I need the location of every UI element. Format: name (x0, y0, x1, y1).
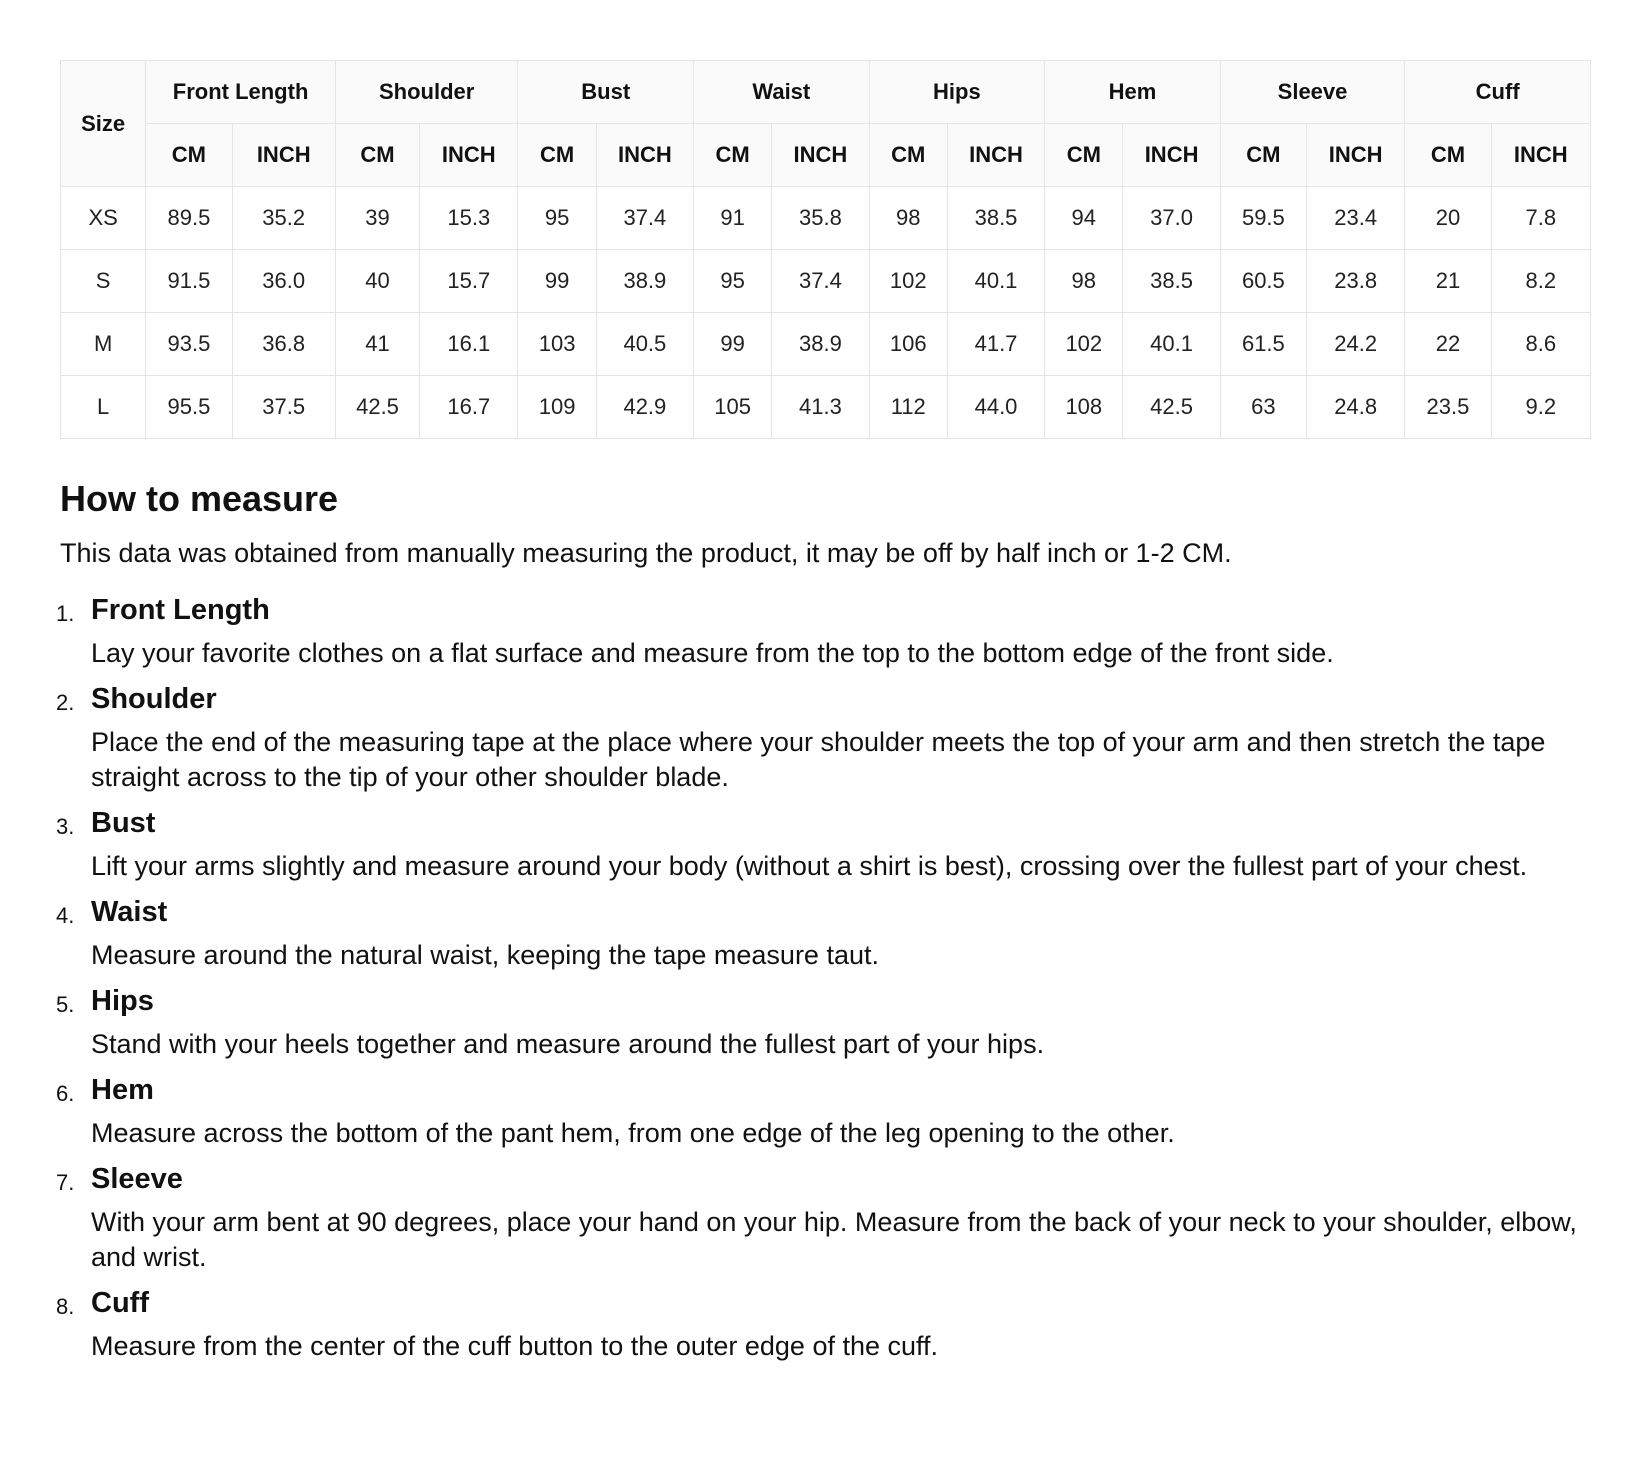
table-unit-header-row (61, 124, 1591, 187)
list-item (56, 894, 1605, 973)
unit-header-cm: CM (1405, 124, 1491, 187)
table-cell: 23.4 (1307, 187, 1405, 250)
table-cell: 9.2 (1491, 376, 1590, 439)
table-cell: 94 (1045, 187, 1123, 250)
unit-header-cm: CM (518, 124, 596, 187)
group-header-hem: Hem (1045, 61, 1221, 124)
list-item (56, 805, 1605, 884)
table-cell: 44.0 (947, 376, 1044, 439)
measurement-disclaimer: This data was obtained from manually measuring the product, it may be off by half inch or 1-2 CM. (60, 538, 1232, 568)
table-cell: 16.7 (420, 376, 518, 439)
unit-header-inch: INCH (596, 124, 693, 187)
list-item-number: 5. (56, 992, 75, 1017)
table-cell: 103 (518, 313, 596, 376)
table-cell: 60.5 (1220, 250, 1306, 313)
unit-header-inch: INCH (1307, 124, 1405, 187)
group-header-sleeve: Sleeve (1220, 61, 1405, 124)
table-cell: 91.5 (146, 250, 232, 313)
table-cell: 59.5 (1220, 187, 1306, 250)
table-cell: 35.2 (232, 187, 335, 250)
table-cell: 99 (694, 313, 772, 376)
table-cell: 35.8 (772, 187, 869, 250)
table-cell: 41 (335, 313, 419, 376)
table-cell: 40.1 (1123, 313, 1220, 376)
size-column-header: Size (61, 61, 146, 187)
table-cell: 112 (869, 376, 947, 439)
list-item-number: 8. (56, 1294, 75, 1319)
unit-header-inch: INCH (1491, 124, 1590, 187)
table-row (61, 187, 1591, 250)
list-item (56, 1161, 1605, 1275)
list-item-title: Hem (91, 1074, 154, 1106)
table-cell: 36.8 (232, 313, 335, 376)
group-header-bust: Bust (518, 61, 694, 124)
list-item-title: Bust (91, 807, 156, 839)
table-cell: 98 (1045, 250, 1123, 313)
table-cell: 8.2 (1491, 250, 1590, 313)
list-item-description: Stand with your heels together and measure around the fullest part of your hips. (91, 1029, 1045, 1059)
list-item-description: With your arm bent at 90 degrees, place your hand on your hip. Measure from the back of your neck to your shoulder, elbow, and wrist. (91, 1207, 1577, 1272)
size-cell: L (61, 376, 146, 439)
list-item (56, 1072, 1605, 1151)
list-item-title: Shoulder (91, 683, 217, 715)
list-item-description: Measure across the bottom of the pant hem, from one edge of the leg opening to the other. (91, 1118, 1175, 1148)
table-cell: 95 (694, 250, 772, 313)
size-cell: S (61, 250, 146, 313)
table-cell: 16.1 (420, 313, 518, 376)
group-header-front-length: Front Length (146, 61, 336, 124)
list-item-title: Sleeve (91, 1163, 183, 1195)
table-cell: 38.9 (596, 250, 693, 313)
group-header-waist: Waist (694, 61, 870, 124)
list-item-title: Cuff (91, 1287, 149, 1319)
list-item-description: Lay your favorite clothes on a flat surface and measure from the top to the bottom edge of the front side. (91, 638, 1334, 668)
list-item-number: 4. (56, 903, 75, 928)
table-cell: 38.9 (772, 313, 869, 376)
table-cell: 15.3 (420, 187, 518, 250)
list-item-number: 7. (56, 1170, 75, 1195)
list-item-description: Place the end of the measuring tape at the place where your shoulder meets the top of your arm and then stretch the tape straight across to the tip of your other shoulder blade. (91, 727, 1546, 792)
table-cell: 23.8 (1307, 250, 1405, 313)
unit-header-inch: INCH (772, 124, 869, 187)
table-cell: 98 (869, 187, 947, 250)
list-item-number: 2. (56, 690, 75, 715)
table-cell: 37.0 (1123, 187, 1220, 250)
table-cell: 24.2 (1307, 313, 1405, 376)
list-item-number: 3. (56, 814, 75, 839)
list-item (56, 1285, 1605, 1364)
table-cell: 108 (1045, 376, 1123, 439)
table-cell: 36.0 (232, 250, 335, 313)
group-header-shoulder: Shoulder (335, 61, 518, 124)
table-cell: 37.5 (232, 376, 335, 439)
table-cell: 106 (869, 313, 947, 376)
table-cell: 95 (518, 187, 596, 250)
table-cell: 42.5 (1123, 376, 1220, 439)
unit-header-inch: INCH (420, 124, 518, 187)
table-row (61, 376, 1591, 439)
table-cell: 89.5 (146, 187, 232, 250)
group-header-hips: Hips (869, 61, 1045, 124)
table-cell: 63 (1220, 376, 1306, 439)
table-cell: 39 (335, 187, 419, 250)
table-cell: 105 (694, 376, 772, 439)
list-item-title: Front Length (91, 594, 270, 626)
measurement-instructions-list (56, 592, 1605, 1374)
unit-header-inch: INCH (232, 124, 335, 187)
list-item-number: 1. (56, 601, 75, 626)
list-item (56, 983, 1605, 1062)
table-cell: 93.5 (146, 313, 232, 376)
unit-header-cm: CM (146, 124, 232, 187)
how-to-measure-heading: How to measure (60, 478, 339, 519)
table-cell: 41.3 (772, 376, 869, 439)
unit-header-cm: CM (869, 124, 947, 187)
table-cell: 38.5 (1123, 250, 1220, 313)
list-item (56, 592, 1605, 671)
table-cell: 99 (518, 250, 596, 313)
table-row (61, 250, 1591, 313)
list-item (56, 681, 1605, 795)
unit-header-cm: CM (1220, 124, 1306, 187)
table-cell: 42.5 (335, 376, 419, 439)
table-cell: 37.4 (772, 250, 869, 313)
table-cell: 109 (518, 376, 596, 439)
group-header-cuff: Cuff (1405, 61, 1591, 124)
table-cell: 61.5 (1220, 313, 1306, 376)
table-cell: 20 (1405, 187, 1491, 250)
table-cell: 102 (869, 250, 947, 313)
table-cell: 21 (1405, 250, 1491, 313)
list-item-number: 6. (56, 1081, 75, 1106)
table-row (61, 313, 1591, 376)
table-cell: 42.9 (596, 376, 693, 439)
size-guide-page (56, 60, 1592, 1361)
list-item-title: Hips (91, 985, 154, 1017)
size-table-body (61, 187, 1591, 439)
unit-header-inch: INCH (947, 124, 1044, 187)
list-item-title: Waist (91, 896, 168, 928)
unit-header-cm: CM (694, 124, 772, 187)
table-group-header-row (61, 61, 1591, 124)
list-item-description: Measure around the natural waist, keeping the tape measure taut. (91, 940, 879, 970)
table-cell: 15.7 (420, 250, 518, 313)
table-cell: 24.8 (1307, 376, 1405, 439)
unit-header-inch: INCH (1123, 124, 1220, 187)
size-chart-table (60, 60, 1591, 439)
table-cell: 41.7 (947, 313, 1044, 376)
table-cell: 23.5 (1405, 376, 1491, 439)
table-cell: 40.1 (947, 250, 1044, 313)
unit-header-cm: CM (1045, 124, 1123, 187)
table-cell: 22 (1405, 313, 1491, 376)
table-cell: 38.5 (947, 187, 1044, 250)
table-cell: 102 (1045, 313, 1123, 376)
unit-header-cm: CM (335, 124, 419, 187)
table-cell: 95.5 (146, 376, 232, 439)
table-cell: 8.6 (1491, 313, 1590, 376)
table-cell: 7.8 (1491, 187, 1590, 250)
size-cell: M (61, 313, 146, 376)
table-cell: 91 (694, 187, 772, 250)
table-cell: 40.5 (596, 313, 693, 376)
size-cell: XS (61, 187, 146, 250)
list-item-description: Lift your arms slightly and measure around your body (without a shirt is best), crossing over the fullest part of your chest. (91, 851, 1528, 881)
list-item-description: Measure from the center of the cuff button to the outer edge of the cuff. (91, 1331, 939, 1361)
table-cell: 37.4 (596, 187, 693, 250)
table-cell: 40 (335, 250, 419, 313)
